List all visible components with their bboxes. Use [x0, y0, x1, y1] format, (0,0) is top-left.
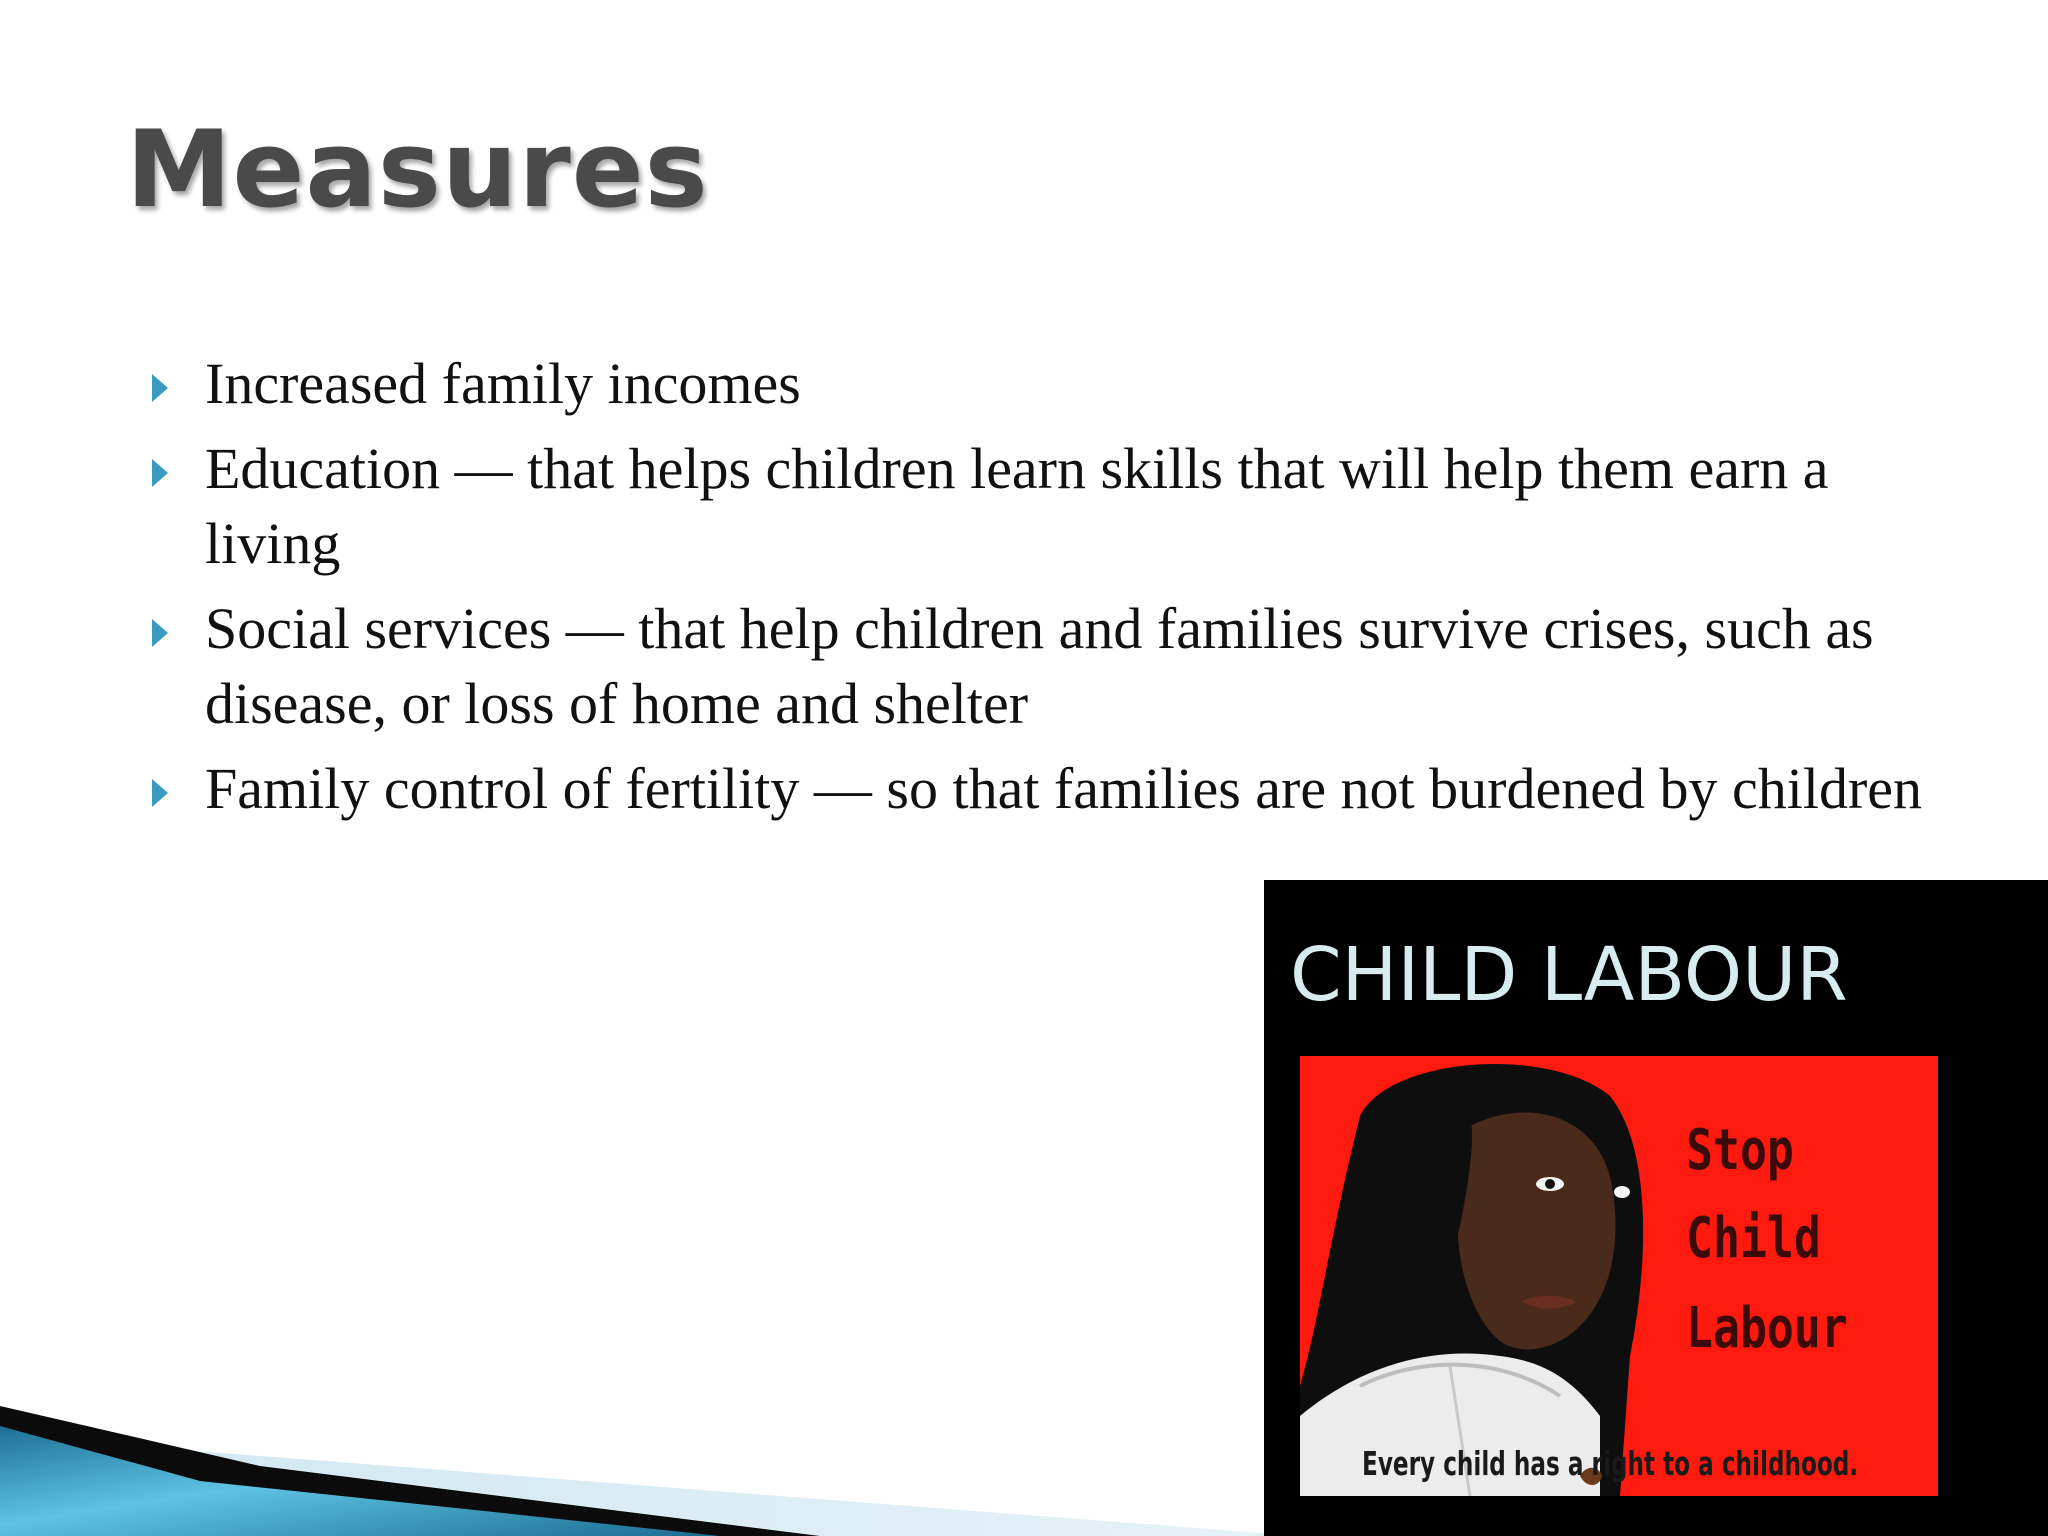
girl-illustration [1300, 1056, 1938, 1496]
corner-swoosh-decoration [0, 1276, 1300, 1536]
bullet-item [145, 751, 1945, 826]
bullet-text: Education — that helps children learn skills that will help them earn a living [205, 436, 1829, 576]
bullet-item [145, 431, 1945, 581]
poster-heading: CHILD LABOUR [1290, 932, 1848, 1018]
triangle-right-icon [145, 591, 205, 661]
bullet-item [145, 346, 1945, 421]
child-labour-poster [1264, 880, 2048, 1536]
bullet-item [145, 591, 1945, 741]
poster-red-panel [1300, 1056, 1938, 1496]
bullet-text: Increased family incomes [205, 351, 801, 416]
poster-line-stop: Stop [1686, 1118, 1794, 1183]
poster-tagline: Every child has a right to a childhood. [1362, 1444, 1859, 1483]
triangle-right-icon [145, 751, 205, 821]
bullet-text: Family control of fertility — so that families are not burdened by children [205, 756, 1923, 821]
poster-line-labour: Labour [1686, 1296, 1848, 1361]
triangle-right-icon [145, 346, 205, 416]
triangle-right-icon [145, 431, 205, 501]
poster-line-child: Child [1686, 1206, 1821, 1271]
bullet-list [145, 346, 1945, 836]
bullet-text: Social services — that help children and families survive crises, such as disease, or loss of home and shelter [205, 596, 1874, 736]
slide-title: Measures [126, 108, 709, 231]
